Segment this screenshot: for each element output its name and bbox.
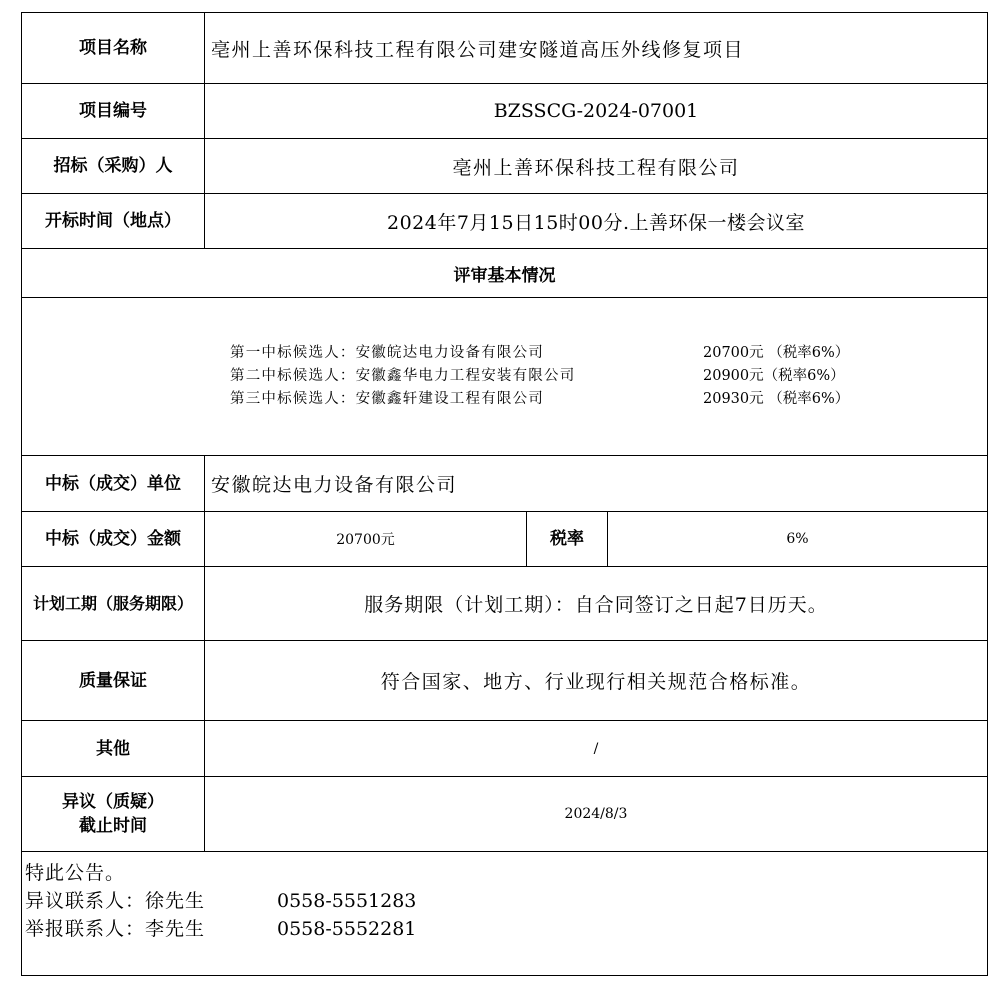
other-value: / <box>593 740 599 757</box>
row-project-no <box>22 84 987 139</box>
period-label: 计划工期（服务期限） <box>22 567 205 640</box>
row-period <box>22 567 987 641</box>
amount-value: 20700元 <box>205 512 527 566</box>
contact-objection <box>25 887 417 915</box>
notice-block <box>25 859 417 943</box>
contact-phone: 0558-5551283 <box>277 890 417 912</box>
row-other <box>22 721 987 777</box>
row-quality <box>22 641 987 721</box>
objection-label-line2: 截止时间 <box>79 816 147 836</box>
candidate-text: 第三中标候选人：安徽鑫轩建设工程有限公司 <box>230 391 544 407</box>
row-purchaser <box>22 139 987 194</box>
candidate-text: 第一中标候选人：安徽皖达电力设备有限公司 <box>230 345 544 361</box>
contact-report <box>25 915 417 943</box>
candidate-list <box>230 342 850 411</box>
row-opening <box>22 194 987 249</box>
contact-phone: 0558-5552281 <box>277 918 417 940</box>
project-name-label: 项目名称 <box>22 13 205 83</box>
candidate-amount: 20700元 （税率6%） <box>703 345 850 361</box>
row-winner <box>22 456 987 512</box>
objection-deadline: 2024/8/3 <box>564 806 628 822</box>
candidate-item <box>230 388 850 411</box>
quality-label: 质量保证 <box>22 641 205 720</box>
award-announcement-table <box>21 12 988 976</box>
notice-intro: 特此公告。 <box>25 862 126 884</box>
purchaser-label: 招标（采购）人 <box>22 139 205 193</box>
period-value: 服务期限（计划工期）：自合同签订之日起7日历天。 <box>364 594 828 616</box>
candidate-item <box>230 365 845 388</box>
project-no-value: BZSSCG-2024-07001 <box>493 100 699 122</box>
tax-value: 6% <box>786 531 809 547</box>
row-amount <box>22 512 987 567</box>
candidate-amount: 20900元（税率6%） <box>703 368 845 384</box>
row-objection <box>22 777 987 852</box>
project-no-label: 项目编号 <box>22 84 205 138</box>
opening-label: 开标时间（地点） <box>22 194 205 248</box>
winner-label: 中标（成交）单位 <box>22 456 205 511</box>
review-header: 评审基本情况 <box>453 265 556 286</box>
other-label: 其他 <box>22 721 205 776</box>
candidate-amount: 20930元 （税率6%） <box>703 391 850 407</box>
opening-value: 2024年7月15日15时00分.上善环保一楼会议室 <box>386 211 805 234</box>
objection-label-line1: 异议（质疑） <box>62 792 164 812</box>
row-project-name <box>22 13 987 84</box>
objection-label <box>22 777 205 851</box>
project-name-value: 亳州上善环保科技工程有限公司建安隧道高压外线修复项目 <box>211 38 745 61</box>
candidate-text: 第二中标候选人：安徽鑫华电力工程安装有限公司 <box>230 368 576 384</box>
row-review-header <box>22 249 987 298</box>
candidate-item <box>230 342 850 365</box>
winner-value: 安徽皖达电力设备有限公司 <box>211 474 458 496</box>
row-candidates <box>22 298 987 456</box>
purchaser-value: 亳州上善环保科技工程有限公司 <box>452 156 740 179</box>
contact-text: 异议联系人：徐先生 <box>25 890 206 912</box>
tax-label: 税率 <box>527 512 608 566</box>
quality-value: 符合国家、地方、行业现行相关规范合格标准。 <box>380 671 812 693</box>
contact-text: 举报联系人：李先生 <box>25 918 206 940</box>
amount-label: 中标（成交）金额 <box>22 512 205 566</box>
